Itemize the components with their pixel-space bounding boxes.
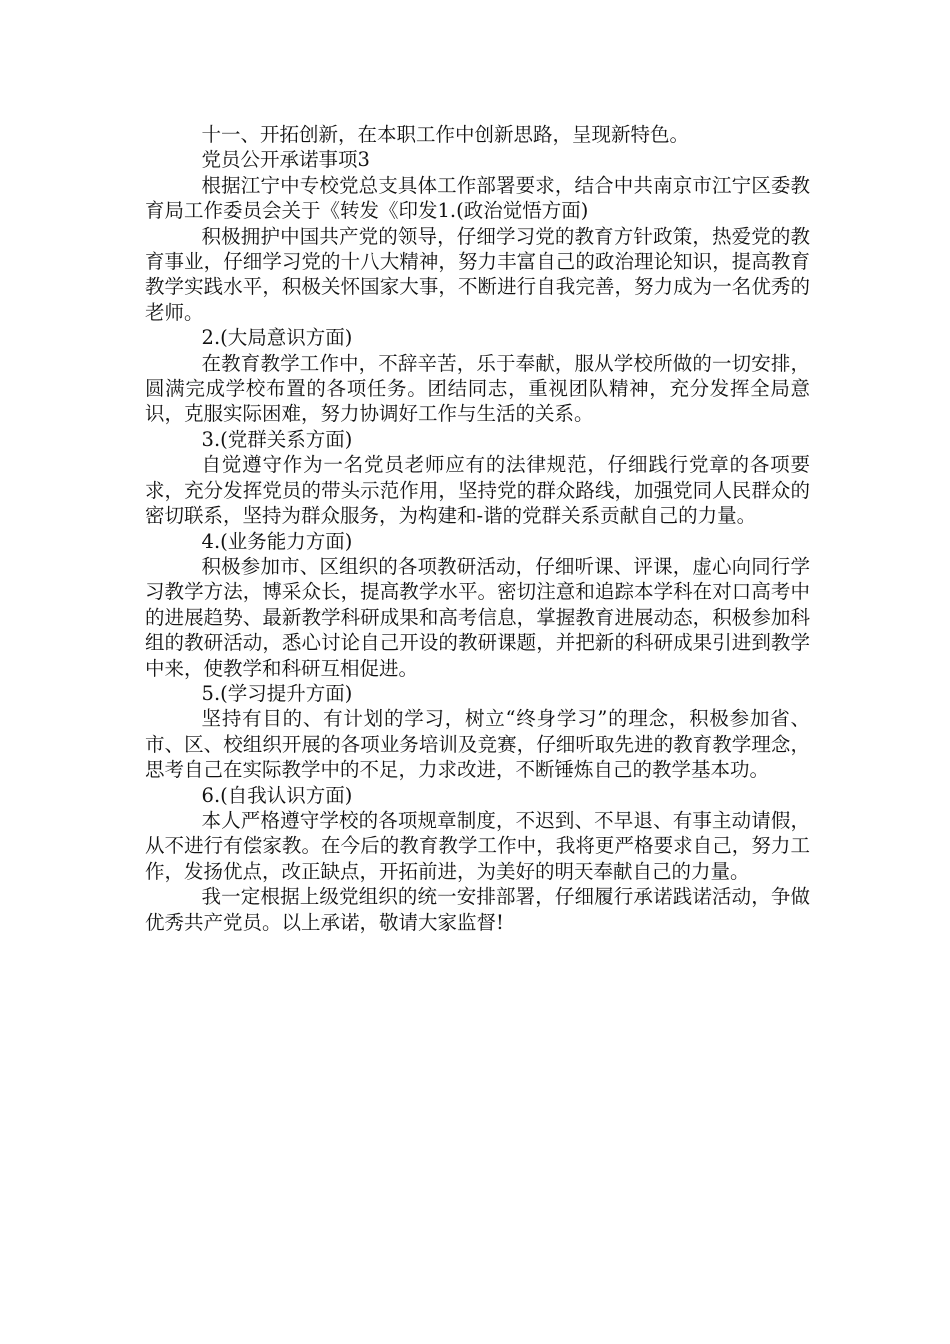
paragraph-professional-ability: 积极参加市、区组织的各项教研活动，仔细听课、评课，虚心向同行学习教学方法，博采众长，提高教学水平。密切注意和追踪本学科在对口高考中的进展趋势、最新教学科研成果和高考信息，掌握教育进展动态，积极参加科组的教研活动，悉心讨论自己开设的教研课题，并把新的科研成果引进到教学中来，使教学和科研互相促进。 — [145, 554, 810, 680]
paragraph-learning: 坚持有目的、有计划的学习，树立“终身学习”的理念，积极参加省、市、区、校组织开展的各项业务培训及竞赛，仔细听取先进的教育教学理念，思考自己在实际教学中的不足，力求改进，不断锤炼自己的教学基本功。 — [145, 707, 810, 782]
paragraph-intro: 根据江宁中专校党总支具体工作部署要求，结合中共南京市江宁区委教育局工作委员会关于《转发《印发1.(政治觉悟方面) — [145, 173, 810, 223]
heading-learning: 5.(学习提升方面) — [201, 681, 353, 705]
paragraph-self-awareness: 本人严格遵守学校的各项规章制度，不迟到、不早退、有事主动请假，从不进行有偿家教。在今后的教育教学工作中，我将更严格要求自己，努力工作，发扬优点，改正缺点，开拓前进，为美好的明天奉献自己的力量。 — [145, 808, 810, 883]
paragraph-innovation: 十一、开拓创新，在本职工作中创新思路，呈现新特色。 — [201, 123, 690, 146]
heading-overall-awareness: 2.(大局意识方面) — [201, 326, 353, 350]
paragraph-political: 积极拥护中国共产党的领导，仔细学习党的教育方针政策，热爱党的教育事业，仔细学习党的十八大精神，努力丰富自己的政治理论知识，提高教育教学实践水平，积极关怀国家大事，不断进行自我完善，努力成为一名优秀的老师。 — [145, 224, 810, 324]
document-body — [145, 122, 810, 935]
paragraph-party-mass: 自觉遵守作为一名党员老师应有的法律规范，仔细践行党章的各项要求，充分发挥党员的带头示范作用，坚持党的群众路线，加强党同人民群众的密切联系，坚持为群众服务，为构建和-谐的党群关系贡献自己的力量。 — [145, 453, 810, 528]
heading-professional-ability: 4.(业务能力方面) — [201, 529, 353, 553]
heading-party-mass: 3.(党群关系方面) — [201, 427, 353, 451]
paragraph-closing: 我一定根据上级党组织的统一安排部署，仔细履行承诺践诺活动，争做优秀共产党员。以上承诺，敬请大家监督! — [145, 885, 810, 934]
paragraph-overall-awareness: 在教育教学工作中，不辞辛苦，乐于奉献，服从学校所做的一切安排，圆满完成学校布置的各项任务。团结同志，重视团队精神，充分发挥全局意识，克服实际困难，努力协调好工作与生活的关系。 — [145, 351, 810, 426]
section-heading: 党员公开承诺事项3 — [201, 148, 370, 172]
heading-self-awareness: 6.(自我认识方面) — [201, 783, 353, 807]
